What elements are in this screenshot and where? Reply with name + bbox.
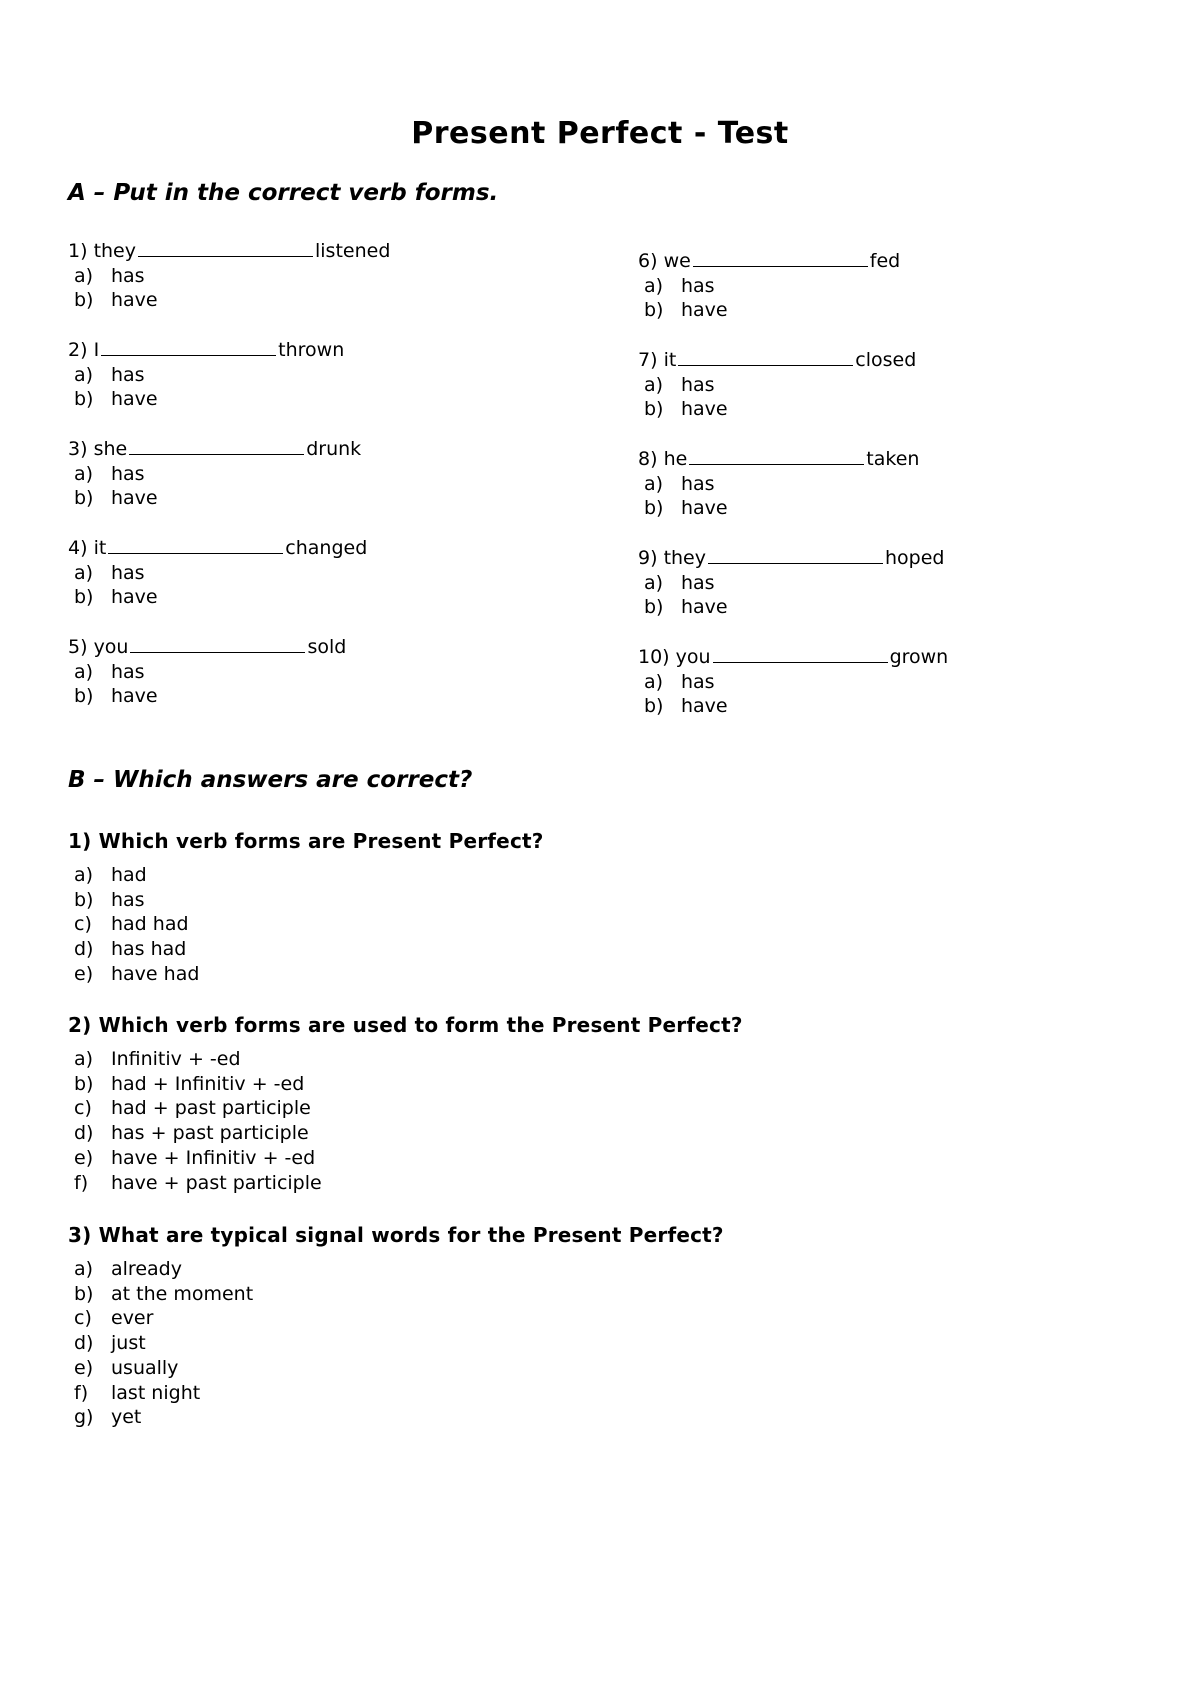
- answer-option[interactable]: d) has had: [74, 938, 187, 961]
- item-number: 2): [68, 339, 88, 361]
- answer-option[interactable]: b) have: [74, 586, 158, 608]
- item-verb: listened: [315, 240, 391, 262]
- item-number: 6): [638, 250, 658, 272]
- answer-blank[interactable]: [693, 247, 868, 267]
- answer-option[interactable]: b) has: [74, 888, 145, 911]
- answer-option[interactable]: e) have had: [74, 962, 200, 985]
- question-text: 3) What are typical signal words for the Present Perfect?: [68, 1223, 724, 1247]
- item-subject: he: [663, 448, 688, 470]
- fill-in-item: [68, 534, 548, 633]
- item-verb: closed: [855, 349, 917, 371]
- item-number: 10): [638, 646, 670, 668]
- item-number: 9): [638, 547, 658, 569]
- answer-blank[interactable]: [713, 643, 888, 663]
- question-text: 1) Which verb forms are Present Perfect?: [68, 829, 544, 853]
- section-b-heading: B – Which answers are correct?: [68, 767, 473, 793]
- section-a-left-column: [68, 237, 548, 732]
- item-verb: hoped: [885, 547, 945, 569]
- multiple-choice-question: [68, 829, 1068, 987]
- answer-blank[interactable]: [129, 435, 304, 455]
- item-verb: sold: [307, 636, 347, 658]
- answer-blank[interactable]: [101, 336, 276, 356]
- answer-option[interactable]: a) has: [644, 274, 715, 297]
- item-number: 3): [68, 438, 88, 460]
- answer-option[interactable]: b) have: [644, 695, 728, 717]
- answer-option[interactable]: b) at the moment: [74, 1282, 254, 1305]
- item-verb: taken: [866, 448, 920, 470]
- item-verb: grown: [889, 646, 949, 668]
- answer-blank[interactable]: [678, 346, 853, 366]
- section-a-right-column: [638, 247, 1118, 742]
- item-subject: you: [675, 646, 711, 668]
- fill-in-item: [68, 237, 548, 336]
- answer-option[interactable]: b) have: [74, 388, 158, 410]
- answer-option[interactable]: a) Infinitiv + -ed: [74, 1048, 241, 1070]
- multiple-choice-question: [68, 1013, 1068, 1195]
- answer-option[interactable]: b) had + Infinitiv + -ed: [74, 1072, 305, 1095]
- answer-option[interactable]: a) has: [74, 264, 145, 287]
- item-number: 7): [638, 349, 658, 371]
- answer-option[interactable]: g) yet: [74, 1406, 142, 1429]
- fill-in-item: [638, 544, 1118, 643]
- answer-option[interactable]: b) have: [644, 299, 728, 321]
- page-title: Present Perfect - Test: [411, 116, 789, 151]
- item-subject: it: [663, 349, 677, 371]
- answer-option[interactable]: d) has + past participle: [74, 1122, 309, 1145]
- answer-option[interactable]: a) has: [644, 373, 715, 396]
- item-subject: I: [93, 339, 100, 361]
- fill-in-item: [638, 247, 1118, 346]
- fill-in-item: [68, 633, 548, 732]
- fill-in-item: [68, 435, 548, 534]
- item-subject: it: [93, 537, 107, 559]
- answer-option[interactable]: b) have: [74, 289, 158, 311]
- fill-in-item: [68, 336, 548, 435]
- answer-blank[interactable]: [130, 633, 305, 653]
- answer-option[interactable]: a) has: [644, 571, 715, 594]
- item-subject: you: [93, 636, 129, 658]
- answer-option[interactable]: a) has: [74, 363, 145, 386]
- item-verb: fed: [869, 250, 901, 272]
- item-verb: changed: [285, 537, 368, 559]
- answer-option[interactable]: b) have: [74, 487, 158, 509]
- answer-option[interactable]: e) usually: [74, 1356, 179, 1379]
- item-subject: they: [663, 547, 706, 569]
- answer-option[interactable]: b) have: [644, 596, 728, 618]
- answer-option[interactable]: b) have: [644, 398, 728, 420]
- answer-option[interactable]: a) has: [644, 472, 715, 495]
- item-subject: they: [93, 240, 136, 262]
- answer-blank[interactable]: [689, 445, 864, 465]
- answer-option[interactable]: e) have + Infinitiv + -ed: [74, 1146, 316, 1169]
- answer-option[interactable]: c) had + past participle: [74, 1097, 311, 1120]
- answer-option[interactable]: a) has: [74, 660, 145, 683]
- fill-in-item: [638, 346, 1118, 445]
- section-a-heading: A – Put in the correct verb forms.: [68, 180, 499, 206]
- answer-option[interactable]: f) last night: [74, 1381, 201, 1404]
- answer-option[interactable]: c) had had: [74, 913, 189, 936]
- item-verb: thrown: [278, 339, 345, 361]
- answer-option[interactable]: a) has: [74, 462, 145, 485]
- item-number: 1): [68, 240, 88, 262]
- answer-option[interactable]: c) ever: [74, 1307, 154, 1330]
- answer-option[interactable]: a) has: [644, 670, 715, 693]
- question-text: 2) Which verb forms are used to form the Present Perfect?: [68, 1013, 743, 1037]
- item-verb: drunk: [306, 438, 362, 460]
- answer-option[interactable]: a) already: [74, 1258, 182, 1280]
- answer-blank[interactable]: [108, 534, 283, 554]
- answer-option[interactable]: b) have: [644, 497, 728, 519]
- item-subject: she: [93, 438, 128, 460]
- fill-in-item: [638, 643, 1118, 742]
- answer-option[interactable]: a) has: [74, 561, 145, 584]
- item-subject: we: [663, 250, 691, 272]
- answer-option[interactable]: f) have + past participle: [74, 1171, 322, 1194]
- item-number: 4): [68, 537, 88, 559]
- item-number: 5): [68, 636, 88, 658]
- answer-blank[interactable]: [708, 544, 883, 564]
- multiple-choice-question: [68, 1223, 1068, 1430]
- answer-option[interactable]: b) have: [74, 685, 158, 707]
- answer-option[interactable]: d) just: [74, 1332, 146, 1355]
- answer-blank[interactable]: [138, 237, 313, 257]
- fill-in-item: [638, 445, 1118, 544]
- answer-option[interactable]: a) had: [74, 864, 147, 886]
- item-number: 8): [638, 448, 658, 470]
